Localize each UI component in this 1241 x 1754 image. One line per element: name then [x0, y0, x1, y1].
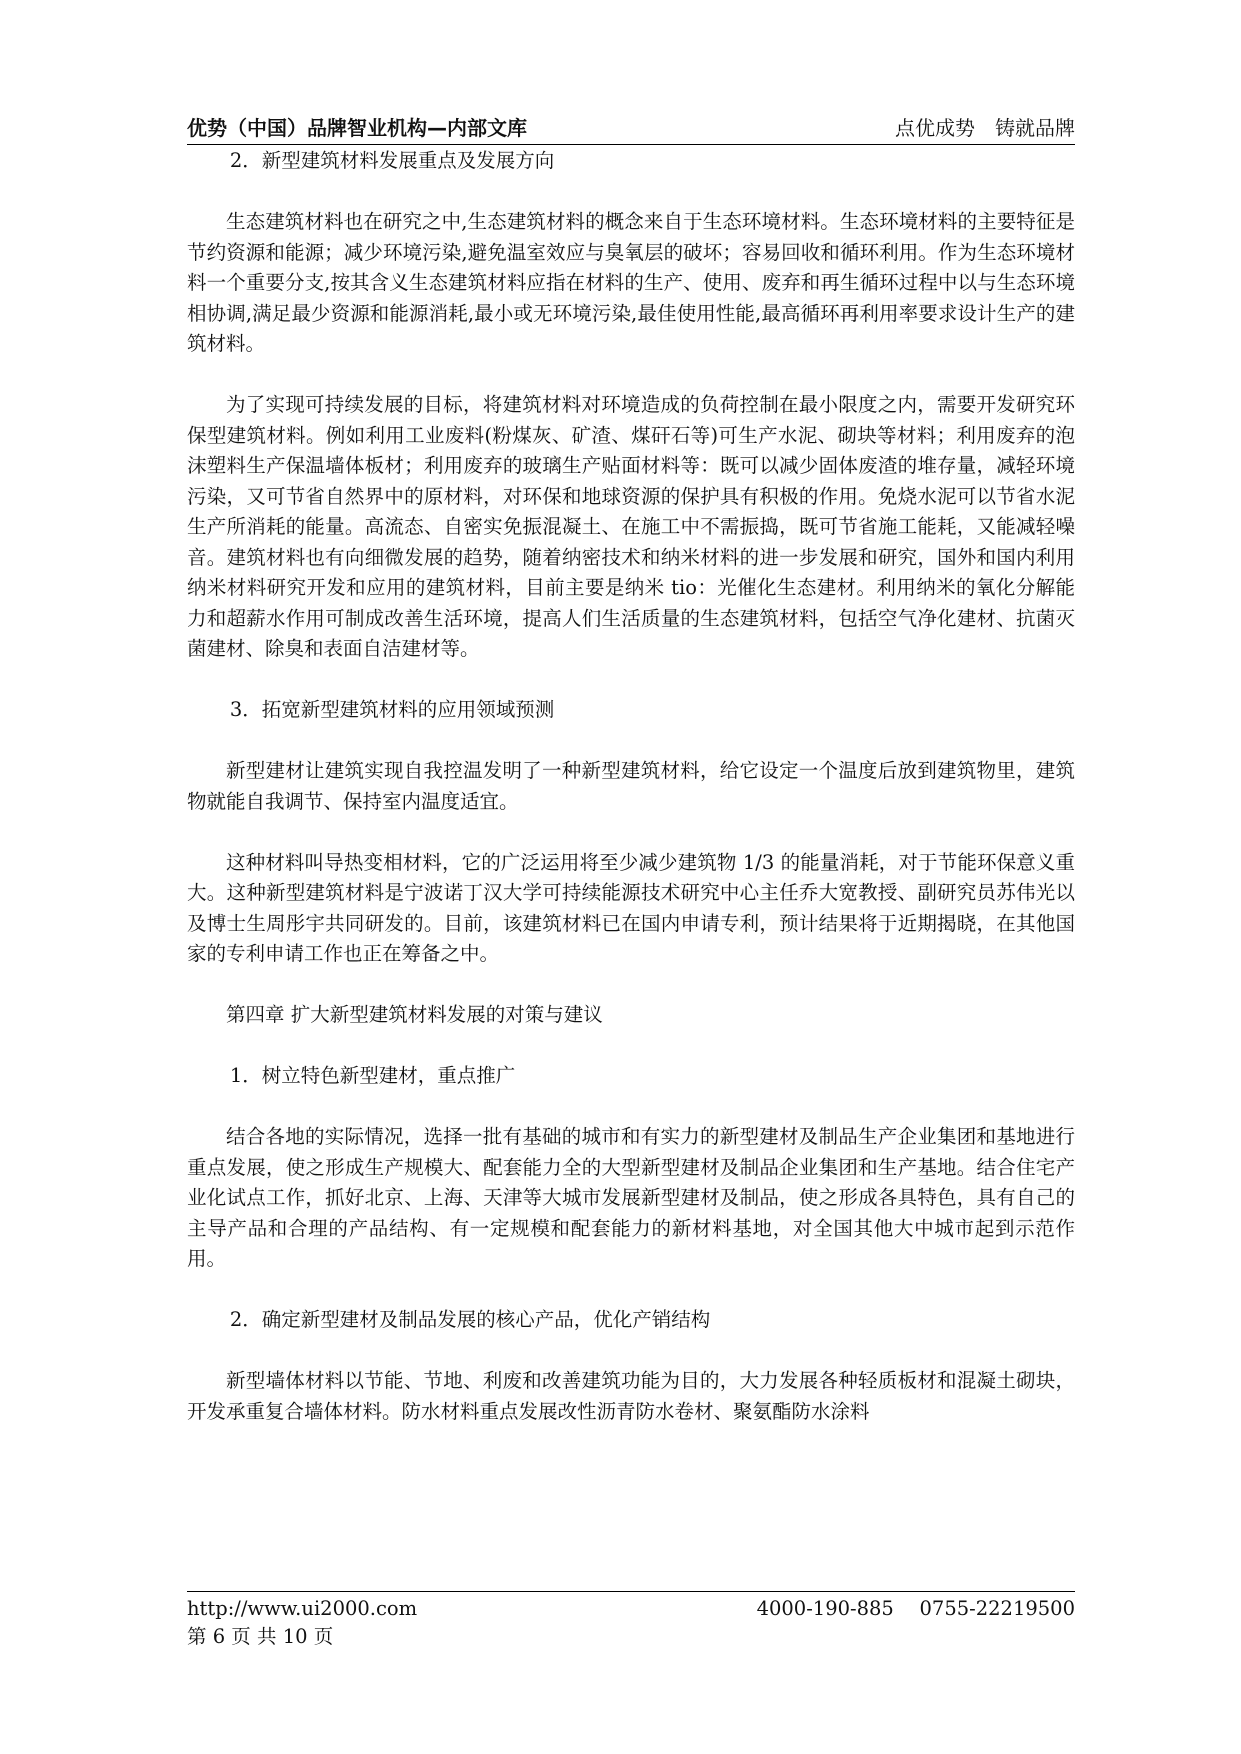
section-heading-3: 3．拓宽新型建筑材料的应用领域预测: [229, 698, 555, 721]
paragraph-wall-materials: 新型墙体材料以节能、节地、利废和改善建筑功能为目的，大力发展各种轻质板材和混凝土砌块，开发承重复合墙体材料。防水材料重点发展改性沥青防水卷材、聚氨酯防水涂料: [187, 1369, 1075, 1423]
page-header: [187, 112, 1075, 145]
paragraph-regional-development: 结合各地的实际情况，选择一批有基础的城市和有实力的新型建材及制品生产企业集团和基地进行重点发展，使之形成生产规模大、配套能力全的大型新型建材及制品企业集团和生产基地。结合住宅产业化试点工作，抓好北京、上海、天津等大城市发展新型建材及制品，使之形成各具特色，具有自己的主导产品和合理的产品结构、有一定规模和配套能力的新材料基地，对全国其他大中城市起到示范作用。: [187, 1125, 1075, 1270]
paragraph-self-temperature-control: 新型建材让建筑实现自我控温发明了一种新型建筑材料，给它设定一个温度后放到建筑物里，建筑物就能自我调节、保持室内温度适宜。: [187, 759, 1075, 813]
chapter-heading-4: 第四章 扩大新型建筑材料发展的对策与建议: [226, 1003, 603, 1026]
section-heading-2: 2．新型建筑材料发展重点及发展方向: [229, 149, 555, 172]
footer-phones: 4000-190-885 0755-22219500: [756, 1597, 1075, 1620]
section-heading-1: 1．树立特色新型建材，重点推广: [229, 1064, 516, 1087]
section-heading-2b: 2．确定新型建材及制品发展的核心产品，优化产销结构: [229, 1308, 711, 1331]
page-footer: [187, 1591, 1075, 1648]
paragraph-phase-change-material: 这种材料叫导热变相材料，它的广泛运用将至少减少建筑物 1/3 的能量消耗，对于节能环保意义重大。这种新型建筑材料是宁波诺丁汉大学可持续能源技术研究中心主任乔大宽教授、副研究员苏伟光以及博士生周彤宇共同研发的。目前，该建筑材料已在国内申请专利，预计结果将于近期揭晓，在其他国家的专利申请工作也正在筹备之中。: [187, 850, 1075, 965]
footer-url-link[interactable]: http://www.ui2000.com: [187, 1597, 418, 1620]
header-slogan: 点优成势 铸就品牌: [895, 116, 1075, 140]
header-title: 优势（中国）品牌智业机构—内部文库: [187, 116, 527, 140]
page-number: 第 6 页 共 10 页: [187, 1625, 334, 1648]
paragraph-sustainable-development: 为了实现可持续发展的目标，将建筑材料对环境造成的负荷控制在最小限度之内，需要开发研究环保型建筑材料。例如利用工业废料(粉煤灰、矿渣、煤矸石等)可生产水泥、砌块等材料；利用废弃的泡沫塑料生产保温墙体板材；利用废弃的玻璃生产贴面材料等：既可以减少固体废渣的堆存量，减轻环境污染，又可节省自然界中的原材料，对环保和地球资源的保护具有积极的作用。免烧水泥可以节省水泥生产所消耗的能量。高流态、自密实免振混凝土、在施工中不需振捣，既可节省施工能耗，又能减轻噪音。建筑材料也有向细微发展的趋势，随着纳密技术和纳米材料的进一步发展和研究，国外和国内利用纳米材料研究开发和应用的建筑材料，目前主要是纳米 tio：光催化生态建材。利用纳米的氧化分解能力和超薪水作用可制成改善生活环境，提高人们生活质量的生态建筑材料，包括空气净化建材、抗菌灭菌建材、除臭和表面自洁建材等。: [187, 393, 1075, 660]
paragraph-eco-materials: 生态建筑材料也在研究之中,生态建筑材料的概念来自于生态环境材料。生态环境材料的主要特征是节约资源和能源；减少环境污染,避免温室效应与臭氧层的破坏；容易回收和循环利用。作为生态环境材料一个重要分支,按其含义生态建筑材料应指在材料的生产、使用、废弃和再生循环过程中以与生态环境相协调,满足最少资源和能源消耗,最小或无环境污染,最佳使用性能,最高循环再利用率要求设计生产的建筑材料。: [187, 210, 1075, 355]
document-body: [187, 146, 1075, 1458]
